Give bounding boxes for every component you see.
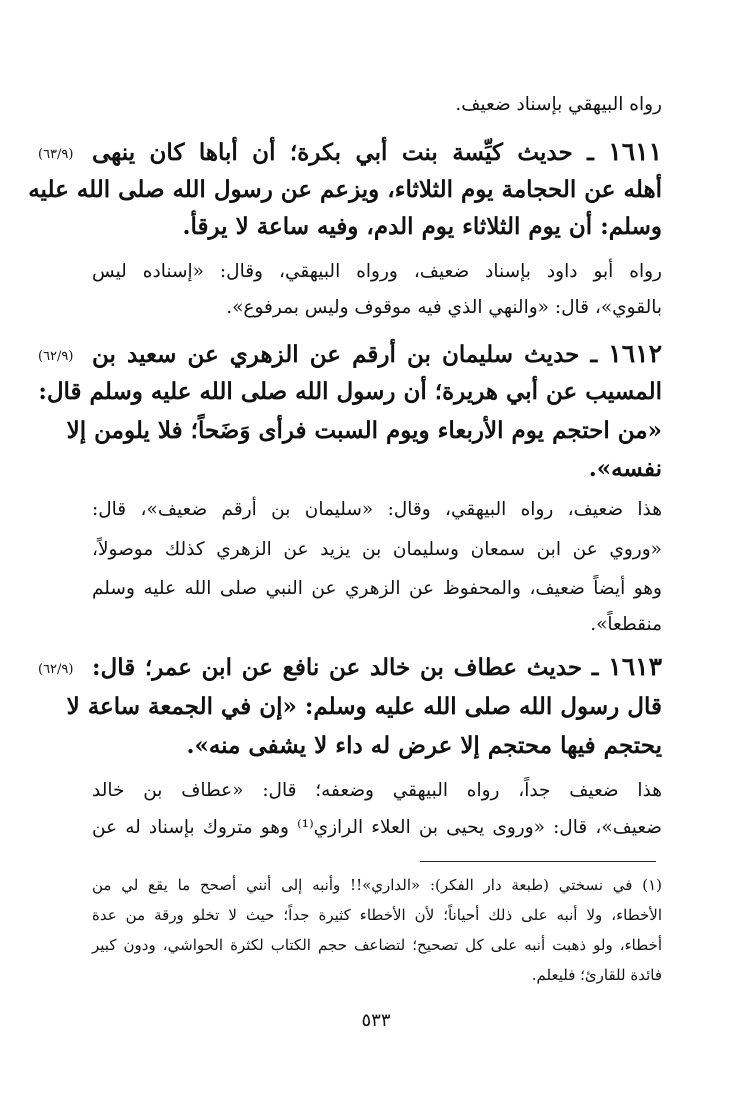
commentary-line: ضعيف»، قال: «وروى يحيى بن العلاء الرازي⁽¹⁾ وهو متروك بإسناد له عن [92, 817, 662, 838]
footnote-line: الأخطاء، ولا أنبه على ذلك أحياناً؛ لأن الأخطاء كثيرة جداً؛ حيث لا تخلو ورقة من عدة [92, 906, 662, 924]
footnote-line: (١) في نسختي (طبعة دار الفكر): «الداري»!! وأنبه إلى أنني أصحح ما يقع لي من [92, 876, 662, 894]
hadith-heading-text: ـ حديث عطاف بن خالد عن نافع عن ابن عمر؛ قال: [92, 654, 599, 681]
commentary-line: بالقوي»، قال: «والنهي الذي فيه موقوف وليس بمرفوع». [226, 297, 662, 318]
hadith-heading-line [92, 652, 662, 683]
hadith-heading-text: ـ حديث سليمان بن أرقم عن الزهري عن سعيد بن [92, 341, 598, 368]
hadith-text-line: قال رسول الله صلى الله عليه وسلم: «إن في الجمعة ساعة لا [66, 693, 662, 720]
hadith-heading-line [92, 137, 662, 168]
footnote-separator [420, 861, 656, 862]
hadith-text-line: أهله عن الحجامة يوم الثلاثاء، ويزعم عن رسول الله صلى الله عليه [28, 176, 662, 203]
hadith-number: ١٦١١ [608, 137, 662, 166]
marginal-reference: (٦٣/٩) [38, 147, 74, 162]
commentary-line: رواه أبو داود بإسناد ضعيف، ورواه البيهقي، وقال: «إسناده ليس [92, 261, 662, 282]
hadith-text-line: وسلم: أن يوم الثلاثاء يوم الدم، وفيه ساعة لا يرقأ. [182, 213, 662, 240]
hadith-text-line: المسيب عن أبي هريرة؛ أن رسول الله صلى الله عليه وسلم قال: [38, 378, 662, 405]
footnote-line: فائدة للقارئ؛ فليعلم. [531, 966, 662, 984]
footnote-line: أخطاء، ولو ذهبت أنبه على كل تصحيح؛ لتضاعف حجم الكتاب لكثرة الحواشي، ودون كبير [92, 936, 662, 954]
commentary-line: هذا ضعيف، رواه البيهقي، وقال: «سليمان بن أرقم ضعيف»، قال: [92, 499, 662, 520]
page-number: ٥٣٣ [361, 1010, 391, 1031]
commentary-line: منقطعاً». [590, 614, 662, 635]
hadith-heading-text: ـ حديث كيِّسة بنت أبي بكرة؛ أن أباها كان ينهى [92, 139, 594, 166]
hadith-text-line: نفسه». [588, 455, 662, 482]
hadith-text-line: «من احتجم يوم الأربعاء ويوم السبت فرأى وَضَحاً؛ فلا يلومن إلا [66, 417, 662, 444]
hadith-number: ١٦١٣ [608, 652, 662, 681]
hadith-heading-line [92, 339, 662, 370]
marginal-reference: (٦٢/٩) [38, 662, 74, 677]
hadith-text-line: يحتجم فيها محتجم إلا عرض له داء لا يشفى منه». [186, 732, 662, 759]
commentary-line: وهو أيضاً ضعيف، والمحفوظ عن الزهري عن النبي صلى الله عليه وسلم [92, 578, 662, 599]
intro-line: رواه البيهقي بإسناد ضعيف. [455, 94, 662, 115]
hadith-number: ١٦١٢ [608, 339, 662, 368]
commentary-line: هذا ضعيف جداً، رواه البيهقي وضعفه؛ قال: «عطاف بن خالد [92, 780, 662, 801]
commentary-line: «وروي عن ابن سمعان وسليمان بن يزيد عن الزهري كذلك موصولاً، [92, 539, 662, 560]
marginal-reference: (٦٢/٩) [38, 349, 74, 364]
